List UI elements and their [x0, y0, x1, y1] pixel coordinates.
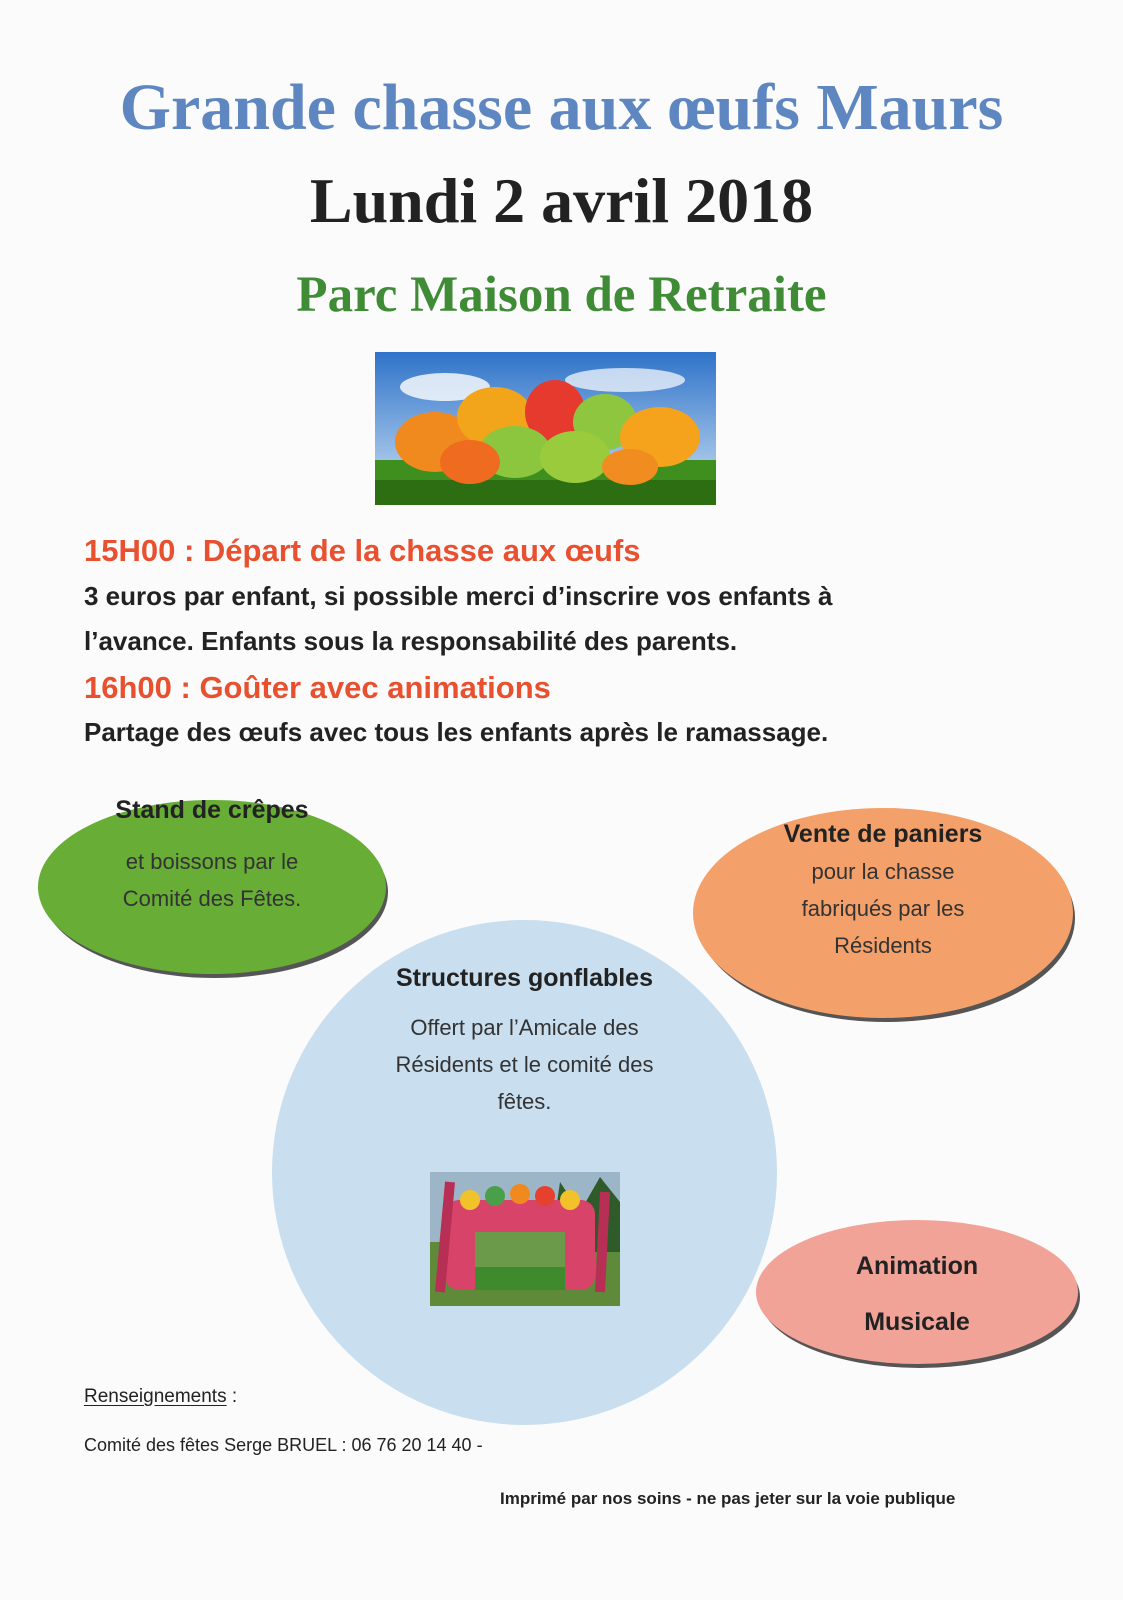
contact-line: Comité des fêtes Serge BRUEL : 06 76 20 14 40 - — [84, 1435, 483, 1455]
bubble-paniers-line-3: Résidents — [834, 933, 932, 958]
bubble-paniers-line-1: pour la chasse — [811, 859, 955, 884]
bubble-animation — [756, 1220, 1078, 1364]
bubble-crepes-title: Stand de crêpes — [115, 796, 309, 824]
bubble-crepes-line-1: et boissons par le — [125, 849, 299, 874]
event-date: Lundi 2 avril 2018 — [309, 165, 814, 236]
bubble-paniers-title: Vente de paniers — [783, 820, 983, 848]
bubble-animation-line-1: Animation — [855, 1252, 979, 1280]
bubble-structures-line-3: fêtes. — [497, 1089, 552, 1114]
easter-eggs-photo — [375, 352, 716, 505]
bubble-animation-line-2: Musicale — [864, 1308, 970, 1336]
poster-title: Grande chasse aux œufs Maurs — [119, 71, 1004, 144]
info-label: Renseignements — [84, 1386, 227, 1407]
inflatable-photo — [430, 1172, 620, 1306]
bubble-paniers-line-2: fabriqués par les — [801, 896, 965, 921]
bubble-structures-line-2: Résidents et le comité des — [395, 1052, 654, 1077]
bubble-structures-line-1: Offert par l’Amicale des — [410, 1015, 639, 1040]
schedule-title-gouter: 16h00 : Goûter avec animations — [84, 670, 551, 705]
schedule-text-depart-1: 3 euros par enfant, si possible merci d’inscrire vos enfants à — [84, 581, 833, 611]
bubble-paniers — [693, 808, 1073, 1018]
bubble-structures-title: Structures gonflables — [396, 964, 653, 992]
bubble-crepes-line-2: Comité des Fêtes. — [122, 886, 302, 911]
info-label-suffix: : — [226, 1386, 238, 1407]
schedule-title-depart: 15H00 : Départ de la chasse aux œufs — [84, 533, 641, 568]
schedule-text-depart-2: l’avance. Enfants sous la responsabilité des parents. — [84, 626, 738, 656]
info-heading — [84, 1385, 237, 1409]
bubble-crepes — [38, 796, 386, 974]
schedule-text-gouter: Partage des œufs avec tous les enfants après le ramassage. — [84, 717, 829, 747]
footer-note: Imprimé par nos soins - ne pas jeter sur la voie publique — [500, 1489, 956, 1508]
event-venue: Parc Maison de Retraite — [296, 267, 827, 323]
